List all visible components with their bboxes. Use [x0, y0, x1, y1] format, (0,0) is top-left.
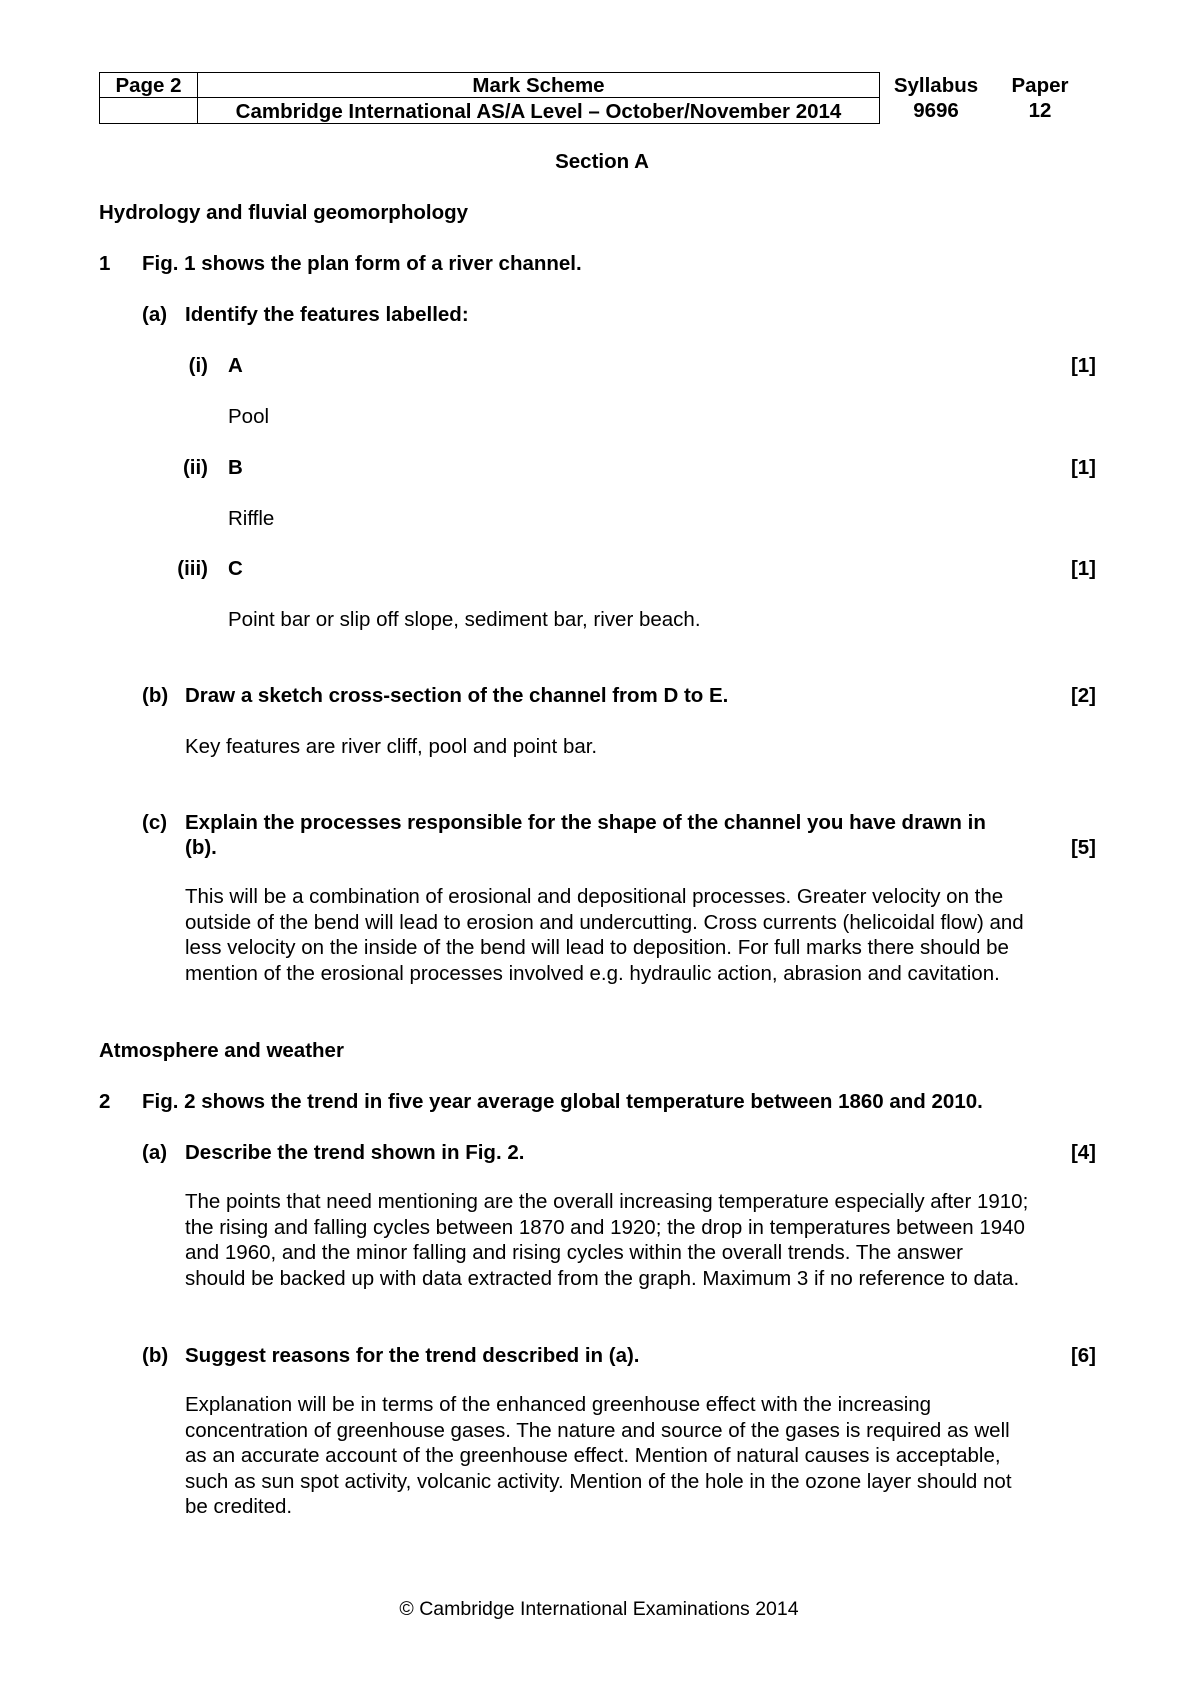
- q2b-answer-line: concentration of greenhouse gases. The nature and source of the gases is required as well: [185, 1418, 1010, 1442]
- q2b-answer-line: as an accurate account of the greenhouse effect. Mention of natural causes is acceptable,: [185, 1444, 1001, 1467]
- paper-label: Paper: [1011, 74, 1069, 97]
- q2b-answer: [185, 1392, 1100, 1520]
- q1c-text-line2: (b).: [185, 836, 217, 859]
- q1c-marks: [5]: [1070, 836, 1096, 859]
- q1aiii-text: C: [228, 557, 243, 580]
- q1ai-marks: [1]: [1070, 354, 1096, 377]
- section-heading: Section A: [555, 150, 649, 173]
- q2a-answer-line: the rising and falling cycles between 1870 and 1920; the drop in temperatures between 1940: [185, 1215, 1025, 1239]
- q1-stem: Fig. 1 shows the plan form of a river channel.: [142, 252, 582, 275]
- q1-number: 1: [99, 252, 111, 275]
- q2b-label: (b): [142, 1344, 169, 1367]
- q1aii-marks: [1]: [1070, 456, 1096, 479]
- q2a-answer-line: and 1960, and the minor falling and rising cycles within the overall trends. The answer: [185, 1241, 963, 1264]
- q2a-answer: [185, 1189, 1100, 1291]
- q2-stem: Fig. 2 shows the trend in five year average global temperature between 1860 and 2010.: [142, 1090, 983, 1113]
- topic-heading-hydrology: Hydrology and fluvial geomorphology: [99, 201, 469, 224]
- q1aii-answer: Riffle: [228, 507, 275, 530]
- q1aiii-marks: [1]: [1070, 557, 1096, 580]
- paper-value: 12: [1028, 99, 1052, 122]
- q1aii-label: (ii): [182, 456, 208, 479]
- topic-heading-atmosphere: Atmosphere and weather: [99, 1039, 344, 1062]
- q1c-answer-line: mention of the erosional processes involved e.g. hydraulic action, abrasion and cavitation.: [185, 961, 1000, 985]
- q1b-label: (b): [142, 684, 169, 707]
- header-empty-cell: [99, 97, 198, 124]
- copyright-footer: © Cambridge International Examinations 2014: [399, 1598, 799, 1620]
- q2a-answer-line: The points that need mentioning are the overall increasing temperature especially after 1910;: [185, 1190, 1029, 1213]
- page-number-cell: Page 2: [99, 72, 198, 98]
- q1c-answer: [185, 884, 1100, 986]
- q2b-marks: [6]: [1070, 1344, 1096, 1367]
- q1c-answer-line: outside of the bend will lead to erosion and undercutting. Cross currents (helicoidal flow) and: [185, 910, 1024, 934]
- q1aiii-label: (iii): [177, 557, 208, 580]
- q2b-text: Suggest reasons for the trend described in (a).: [185, 1344, 640, 1367]
- syllabus-label: Syllabus: [893, 74, 979, 97]
- q2a-marks: [4]: [1070, 1141, 1096, 1164]
- q1c-label: (c): [142, 811, 168, 834]
- q1c-answer-line: less velocity on the inside of the bend will lead to deposition. For full marks there should be: [185, 936, 1009, 959]
- q2-number: 2: [99, 1090, 111, 1113]
- q1a-text: Identify the features labelled:: [185, 303, 469, 326]
- q2b-answer-line: be credited.: [185, 1495, 293, 1518]
- q1ai-label: (i): [188, 354, 208, 377]
- q1ai-answer: Pool: [228, 405, 270, 428]
- q1a-label: (a): [142, 303, 168, 326]
- q1b-text: Draw a sketch cross-section of the channel from D to E.: [185, 684, 729, 707]
- q1b-answer: Key features are river cliff, pool and point bar.: [185, 735, 598, 758]
- q1c-text-line1: Explain the processes responsible for the shape of the channel you have drawn in: [185, 811, 986, 834]
- q1b-marks: [2]: [1070, 684, 1096, 707]
- exam-subtitle: Cambridge International AS/A Level – October/November 2014: [197, 97, 880, 124]
- syllabus-value: 9696: [913, 99, 959, 122]
- q1aiii-answer: Point bar or slip off slope, sediment bar, river beach.: [228, 608, 701, 631]
- q2a-label: (a): [142, 1141, 168, 1164]
- q1c-answer-line: This will be a combination of erosional and depositional processes. Greater velocity on the: [185, 885, 1004, 908]
- q1ai-text: A: [228, 354, 243, 377]
- q2b-answer-line: Explanation will be in terms of the enhanced greenhouse effect with the increasing: [185, 1393, 932, 1416]
- q2a-text: Describe the trend shown in Fig. 2.: [185, 1141, 525, 1164]
- q2b-answer-line: such as sun spot activity, volcanic activity. Mention of the hole in the ozone layer should not: [185, 1469, 1012, 1493]
- q2a-answer-line: should be backed up with data extracted from the graph. Maximum 3 if no reference to data.: [185, 1266, 1020, 1290]
- mark-scheme-title: Mark Scheme: [197, 72, 880, 98]
- q1aii-text: B: [228, 456, 243, 479]
